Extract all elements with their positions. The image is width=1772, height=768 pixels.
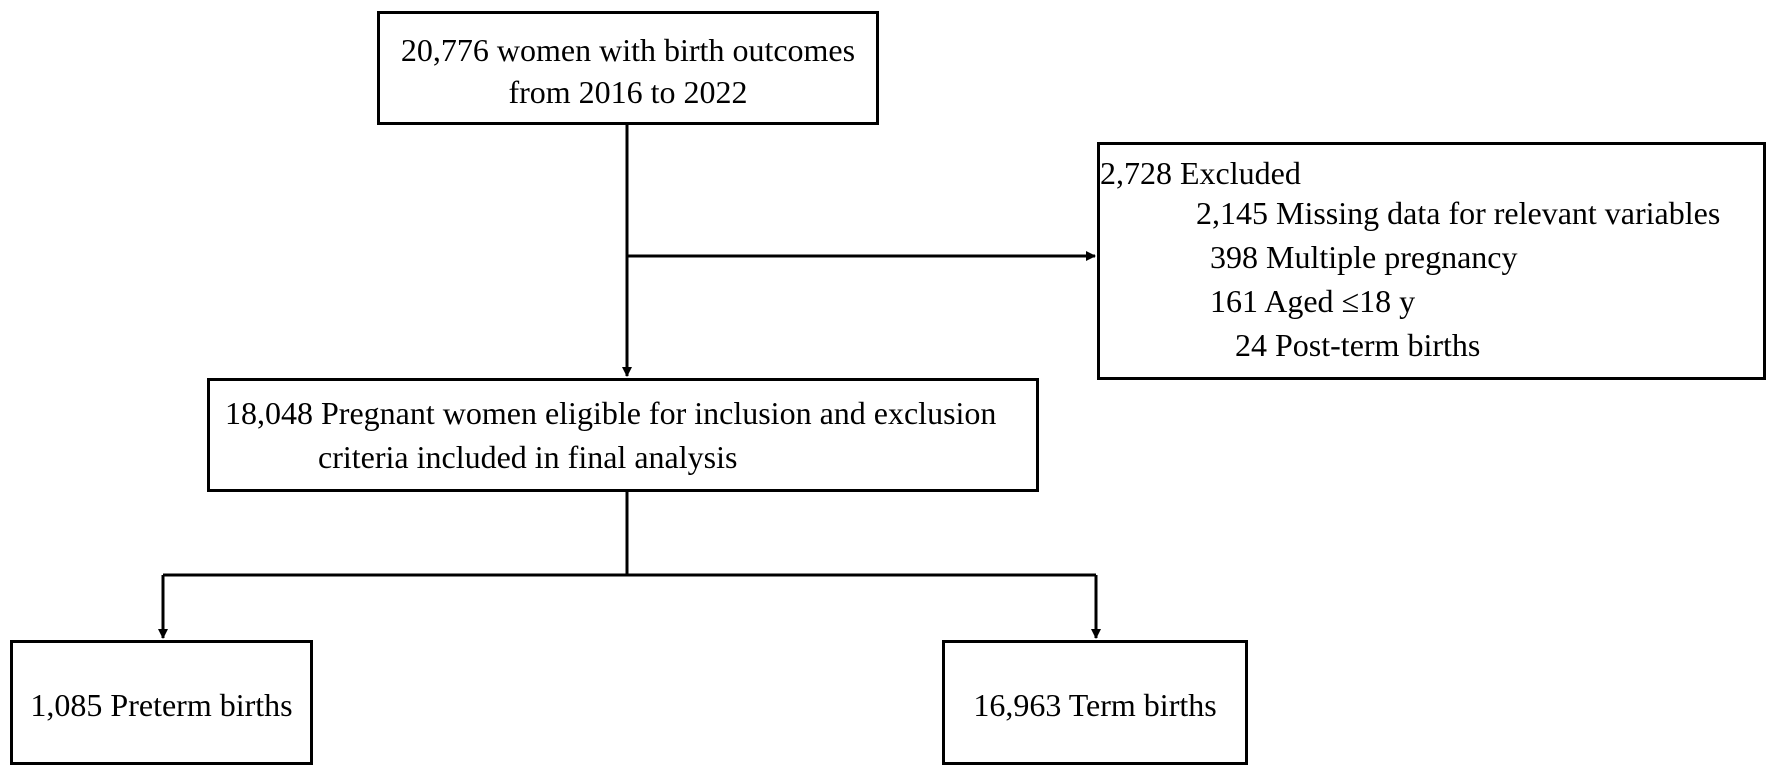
included-box [207, 378, 1039, 492]
preterm-births-label: 1,085 Preterm births [30, 687, 293, 723]
excluded-box [1097, 142, 1766, 380]
excluded-reason-missing-data: 2,145 Missing data for relevant variables [1196, 195, 1721, 231]
excluded-reason-multiple-pregnancy: 398 Multiple pregnancy [1210, 239, 1518, 275]
total-women-line-2: from 2016 to 2022 [508, 74, 748, 110]
term-births-box [942, 640, 1248, 765]
excluded-title: 2,728 Excluded [1100, 155, 1301, 191]
excluded-reason-post-term: 24 Post-term births [1235, 327, 1481, 363]
total-women-box [377, 11, 879, 125]
term-births-label: 16,963 Term births [973, 687, 1217, 723]
included-line-2: criteria included in final analysis [318, 439, 738, 475]
included-line-1: 18,048 Pregnant women eligible for inclusion and exclusion [225, 395, 997, 431]
total-women-line-1: 20,776 women with birth outcomes [400, 32, 856, 68]
preterm-births-box [10, 640, 313, 765]
excluded-reason-age: 161 Aged ≤18 y [1210, 283, 1416, 319]
